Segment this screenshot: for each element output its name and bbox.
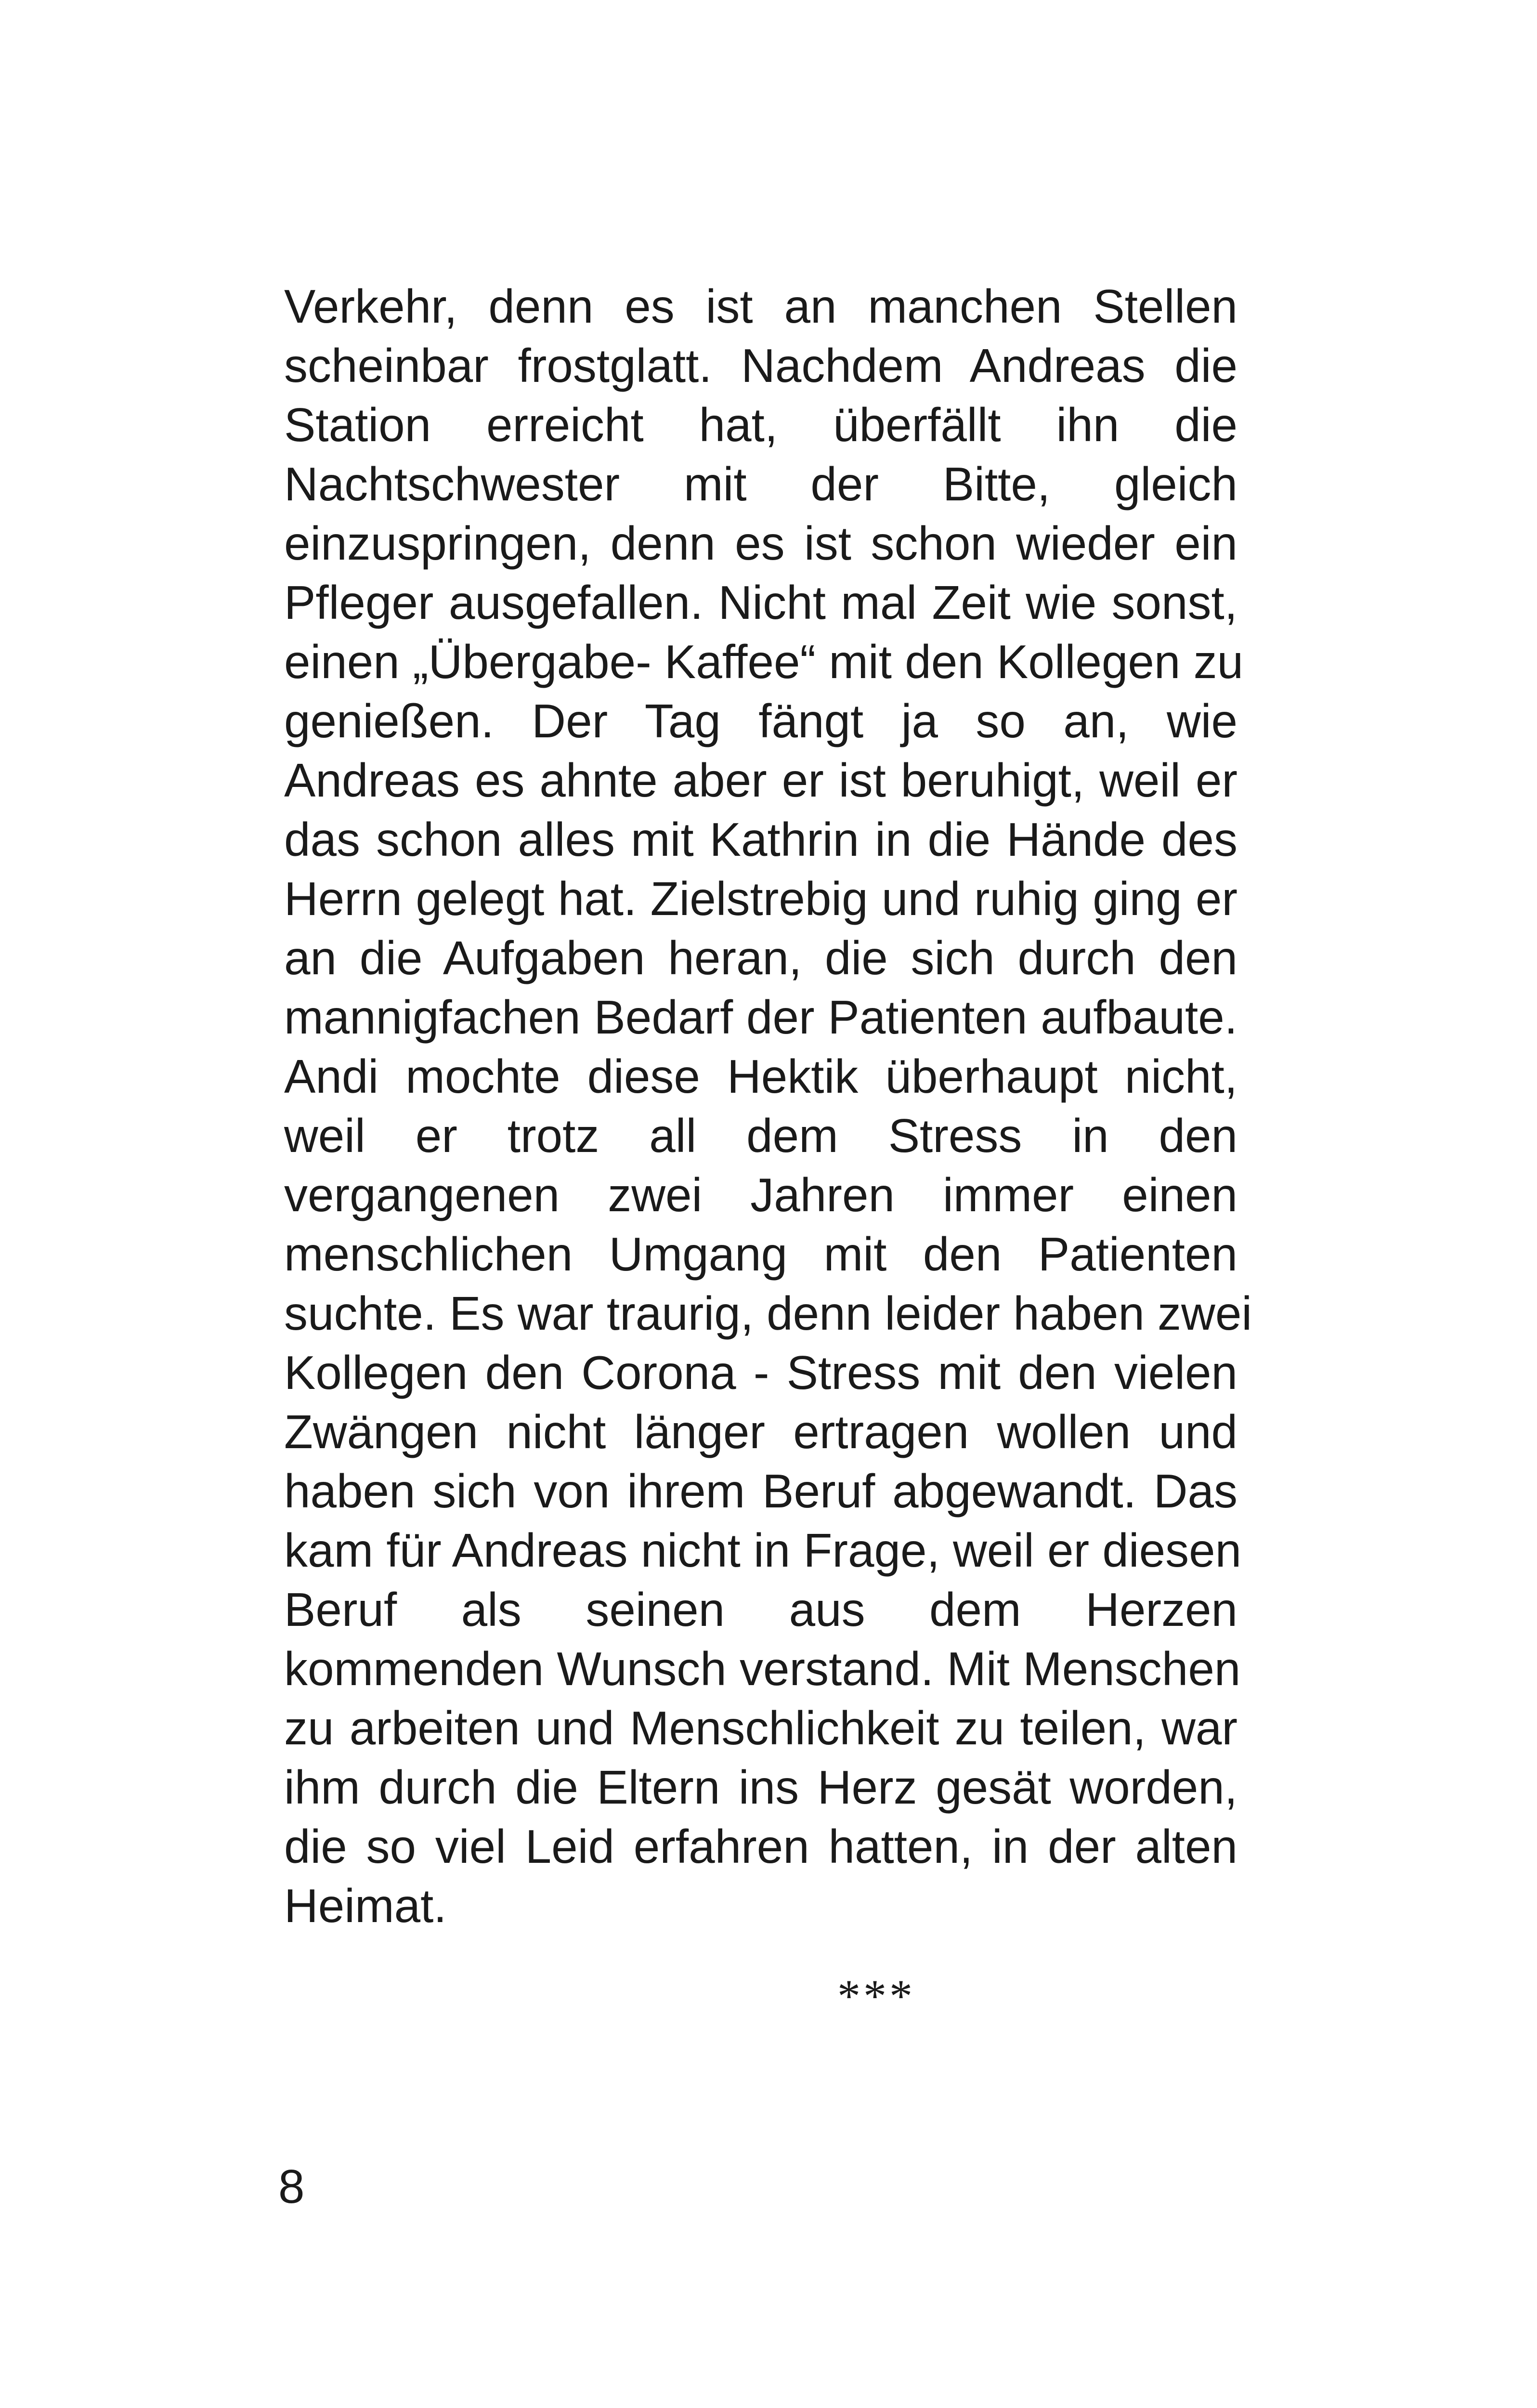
page-number: 8 [278, 2160, 305, 2213]
text-line: einen „Übergabe- Kaffee“ mit den Kollegen zu [284, 635, 1244, 688]
text-line: Kollegen den Corona - Stress mit den vielen [284, 1346, 1237, 1399]
text-line: Andreas es ahnte aber er ist beruhigt, weil er [284, 754, 1237, 807]
text-line: ihm durch die Eltern ins Herz gesät worden, [284, 1761, 1237, 1814]
text-line: Pfleger ausgefallen. Nicht mal Zeit wie sonst, [284, 576, 1237, 629]
text-line: suchte. Es war traurig, denn leider haben zwei [284, 1287, 1252, 1340]
text-line: scheinbar frostglatt. Nachdem Andreas die [284, 339, 1237, 392]
text-line: Nachtschwester mit der Bitte, gleich [284, 458, 1237, 510]
text-line: die so viel Leid erfahren hatten, in der alten [284, 1820, 1237, 1873]
text-line: Andi mochte diese Hektik überhaupt nicht, [284, 1050, 1237, 1103]
body-text [284, 277, 1252, 1936]
text-line: kommenden Wunsch verstand. Mit Menschen [284, 1642, 1241, 1695]
text-line: haben sich von ihrem Beruf abgewandt. Das [284, 1465, 1237, 1518]
text-line: menschlichen Umgang mit den Patienten [284, 1228, 1237, 1281]
text-line: an die Aufgaben heran, die sich durch den [284, 931, 1237, 984]
text-line: einzuspringen, denn es ist schon wieder ein [284, 517, 1237, 570]
text-line: Herrn gelegt hat. Zielstrebig und ruhig ging er [284, 872, 1237, 925]
text-line: Beruf als seinen aus dem Herzen [284, 1583, 1237, 1636]
text-line: weil er trotz all dem Stress in den [284, 1109, 1237, 1162]
text-line: kam für Andreas nicht in Frage, weil er diesen [284, 1524, 1242, 1577]
section-separator: *** [837, 1970, 915, 2022]
text-line: genießen. Der Tag fängt ja so an, wie [284, 694, 1237, 747]
text-line: Zwängen nicht länger ertragen wollen und [284, 1405, 1237, 1458]
text-line: zu arbeiten und Menschlichkeit zu teilen, war [284, 1701, 1237, 1754]
text-line: das schon alles mit Kathrin in die Hände des [284, 813, 1237, 866]
text-line: Verkehr, denn es ist an manchen Stellen [284, 280, 1237, 333]
text-line: mannigfachen Bedarf der Patienten aufbaute. [284, 991, 1237, 1044]
text-line: Heimat. [284, 1879, 447, 1932]
text-line: Station erreicht hat, überfällt ihn die [284, 398, 1237, 451]
text-line: vergangenen zwei Jahren immer einen [284, 1168, 1237, 1221]
